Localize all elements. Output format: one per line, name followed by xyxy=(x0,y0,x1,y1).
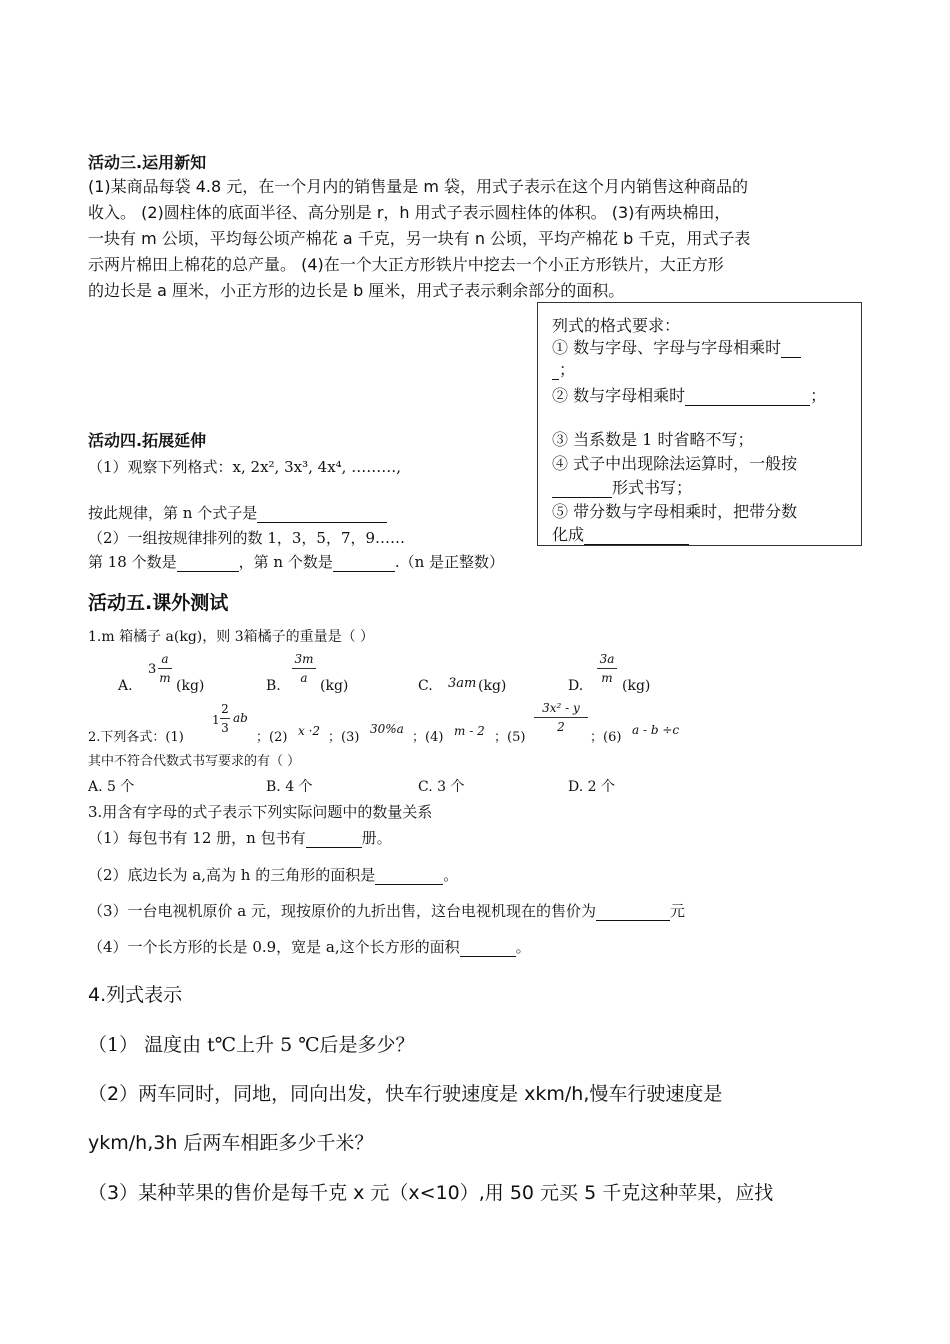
q4-item-2: （2）两车同时，同地，同向出发，快车行驶速度是 xkm/h,慢车行驶速度是 xyxy=(88,1083,723,1105)
format-requirements-box xyxy=(537,302,862,546)
q4-item-1: （1） 温度由 t℃上升 5 ℃后是多少？ xyxy=(88,1034,415,1056)
act3-line-2: 收入。 (2)圆柱体的底面半径、高分别是 r，h 用式子表示圆柱体的体积。 (3)有两块棉田， xyxy=(88,203,731,222)
act5-q1: 1.m 箱橘子 a(kg)，则 3箱橘子的重量是（ ） xyxy=(88,629,375,645)
q1-option-a-fraction: a m xyxy=(159,652,171,685)
box-rule-3: ③ 当系数是 1 时省略不写； xyxy=(552,430,754,449)
q2-expr6: a - b ÷c xyxy=(632,723,680,737)
q1-option-b-fraction: 3m a xyxy=(292,652,316,685)
act3-line-3: 一块有 m 公顷，平均每公顷产棉花 a 千克，另一块有 n 公顷，平均产棉花 b 千克，用式子表 xyxy=(88,229,751,248)
q1-option-a-unit: (kg) xyxy=(176,678,205,694)
q1-option-c-expr: 3am xyxy=(448,676,477,691)
box-rule-4: ④ 式子中出现除法运算时，一般按 xyxy=(552,454,798,473)
q2-option-d: D. 2 个 xyxy=(568,779,615,795)
q2-sep3: ；(3) xyxy=(328,730,360,745)
q2-expr4: m - 2 xyxy=(454,724,485,738)
q1-option-b-unit: (kg) xyxy=(320,678,349,694)
q1-option-c-label: C. xyxy=(418,678,433,694)
q1-option-a-int: 3 xyxy=(148,662,157,677)
q2-option-c: C. 3 个 xyxy=(418,779,465,795)
q1-option-a-label: A. xyxy=(118,678,133,694)
q2-sep2: ；(2) xyxy=(256,730,288,745)
box-rule-2: ② 数与字母相乘时 ； xyxy=(552,386,827,405)
q2-expr1-var: ab xyxy=(233,711,248,725)
q2-question: 其中不符合代数式书写要求的有（ ） xyxy=(88,754,301,769)
act4-q1: （1）观察下列格式：x, 2x², 3x³, 4x⁴, ………, xyxy=(88,458,401,476)
q4-item-2-cont: ykm/h,3h 后两车相距多少千米？ xyxy=(88,1132,374,1154)
q1-option-c-unit: (kg) xyxy=(478,678,507,694)
q3-title: 3.用含有字母的式子表示下列实际问题中的数量关系 xyxy=(88,803,433,821)
box-rule-1: ① 数与字母、字母与字母相乘时 xyxy=(552,335,801,358)
act3-line-4: 示两片棉田上棉花的总产量。 (4)在一个大正方形铁片中挖去一个小正方形铁片，大正方形 xyxy=(88,255,724,274)
box-rule-5: ⑤ 带分数与字母相乘时，把带分数 xyxy=(552,502,798,521)
q2-expr1-int: 1 xyxy=(212,713,220,727)
act3-line-1: (1)某商品每袋 4.8 元，在一个月内的销售量是 m 袋，用式子表示在这个月内销售这种商品的 xyxy=(88,177,749,196)
act4-title: 活动四.拓展延伸 xyxy=(88,431,207,450)
q1-option-d-unit: (kg) xyxy=(622,678,651,694)
q2-option-b: B. 4 个 xyxy=(266,779,313,795)
q2-expr3: 30%a xyxy=(370,722,404,736)
q3-item-2: （2）底边长为 a,高为 h 的三角形的面积是 。 xyxy=(88,866,459,884)
act4-q1-answer: 按此规律，第 n 个式子是 xyxy=(88,502,387,523)
q3-item-3: （3）一台电视机原价 a 元，现按原价的九折出售，这台电视机现在的售价为 元 xyxy=(88,902,686,920)
q2-sep4: ；(4) xyxy=(412,730,444,745)
box-rule-1-end: ； xyxy=(552,357,575,380)
q1-option-b-label: B. xyxy=(266,678,281,694)
q2-sep6: ；(6) xyxy=(590,730,622,745)
box-rule-4-end: 形式书写； xyxy=(552,475,692,498)
q2-expr1-fraction: 2 3 xyxy=(221,702,229,735)
q2-lead: 2.下列各式：(1) xyxy=(88,730,184,745)
box-title: 列式的格式要求： xyxy=(552,316,681,335)
sequence-expression: x, 2x², 3x³, 4x⁴, ………, xyxy=(232,458,401,476)
q1-option-d-fraction: 3a m xyxy=(597,652,617,685)
act3-line-5: 的边长是 a 厘米，小正方形的边长是 b 厘米，用式子表示剩余部分的面积。 xyxy=(88,281,625,300)
box-rule-5-end: 化成 xyxy=(552,522,689,545)
act4-q2: （2）一组按规律排列的数 1，3，5，7，9…… xyxy=(88,529,406,547)
q4-item-3: （3）某种苹果的售价是每千克 x 元（x<10）,用 50 元买 5 千克这种苹果，应找 xyxy=(88,1182,774,1204)
act5-title: 活动五.课外测试 xyxy=(88,592,229,614)
q2-expr5-fraction: 3x² - y 2 xyxy=(534,701,588,734)
q1-option-d-label: D. xyxy=(568,678,584,694)
q2-option-a: A. 5 个 xyxy=(88,779,135,795)
act3-title: 活动三.运用新知 xyxy=(88,153,207,172)
act4-q2-answer: 第 18 个数是 ，第 n 个数是 .（n 是正整数） xyxy=(88,553,505,571)
q2-expr2: x ·2 xyxy=(298,724,321,738)
q4-title: 4.列式表示 xyxy=(88,984,183,1006)
q2-sep5: ；(5) xyxy=(494,730,526,745)
q3-item-4: （4）一个长方形的长是 0.9，宽是 a,这个长方形的面积 。 xyxy=(88,938,531,956)
q3-item-1: （1）每包书有 12 册，n 包书有 册。 xyxy=(88,829,392,847)
